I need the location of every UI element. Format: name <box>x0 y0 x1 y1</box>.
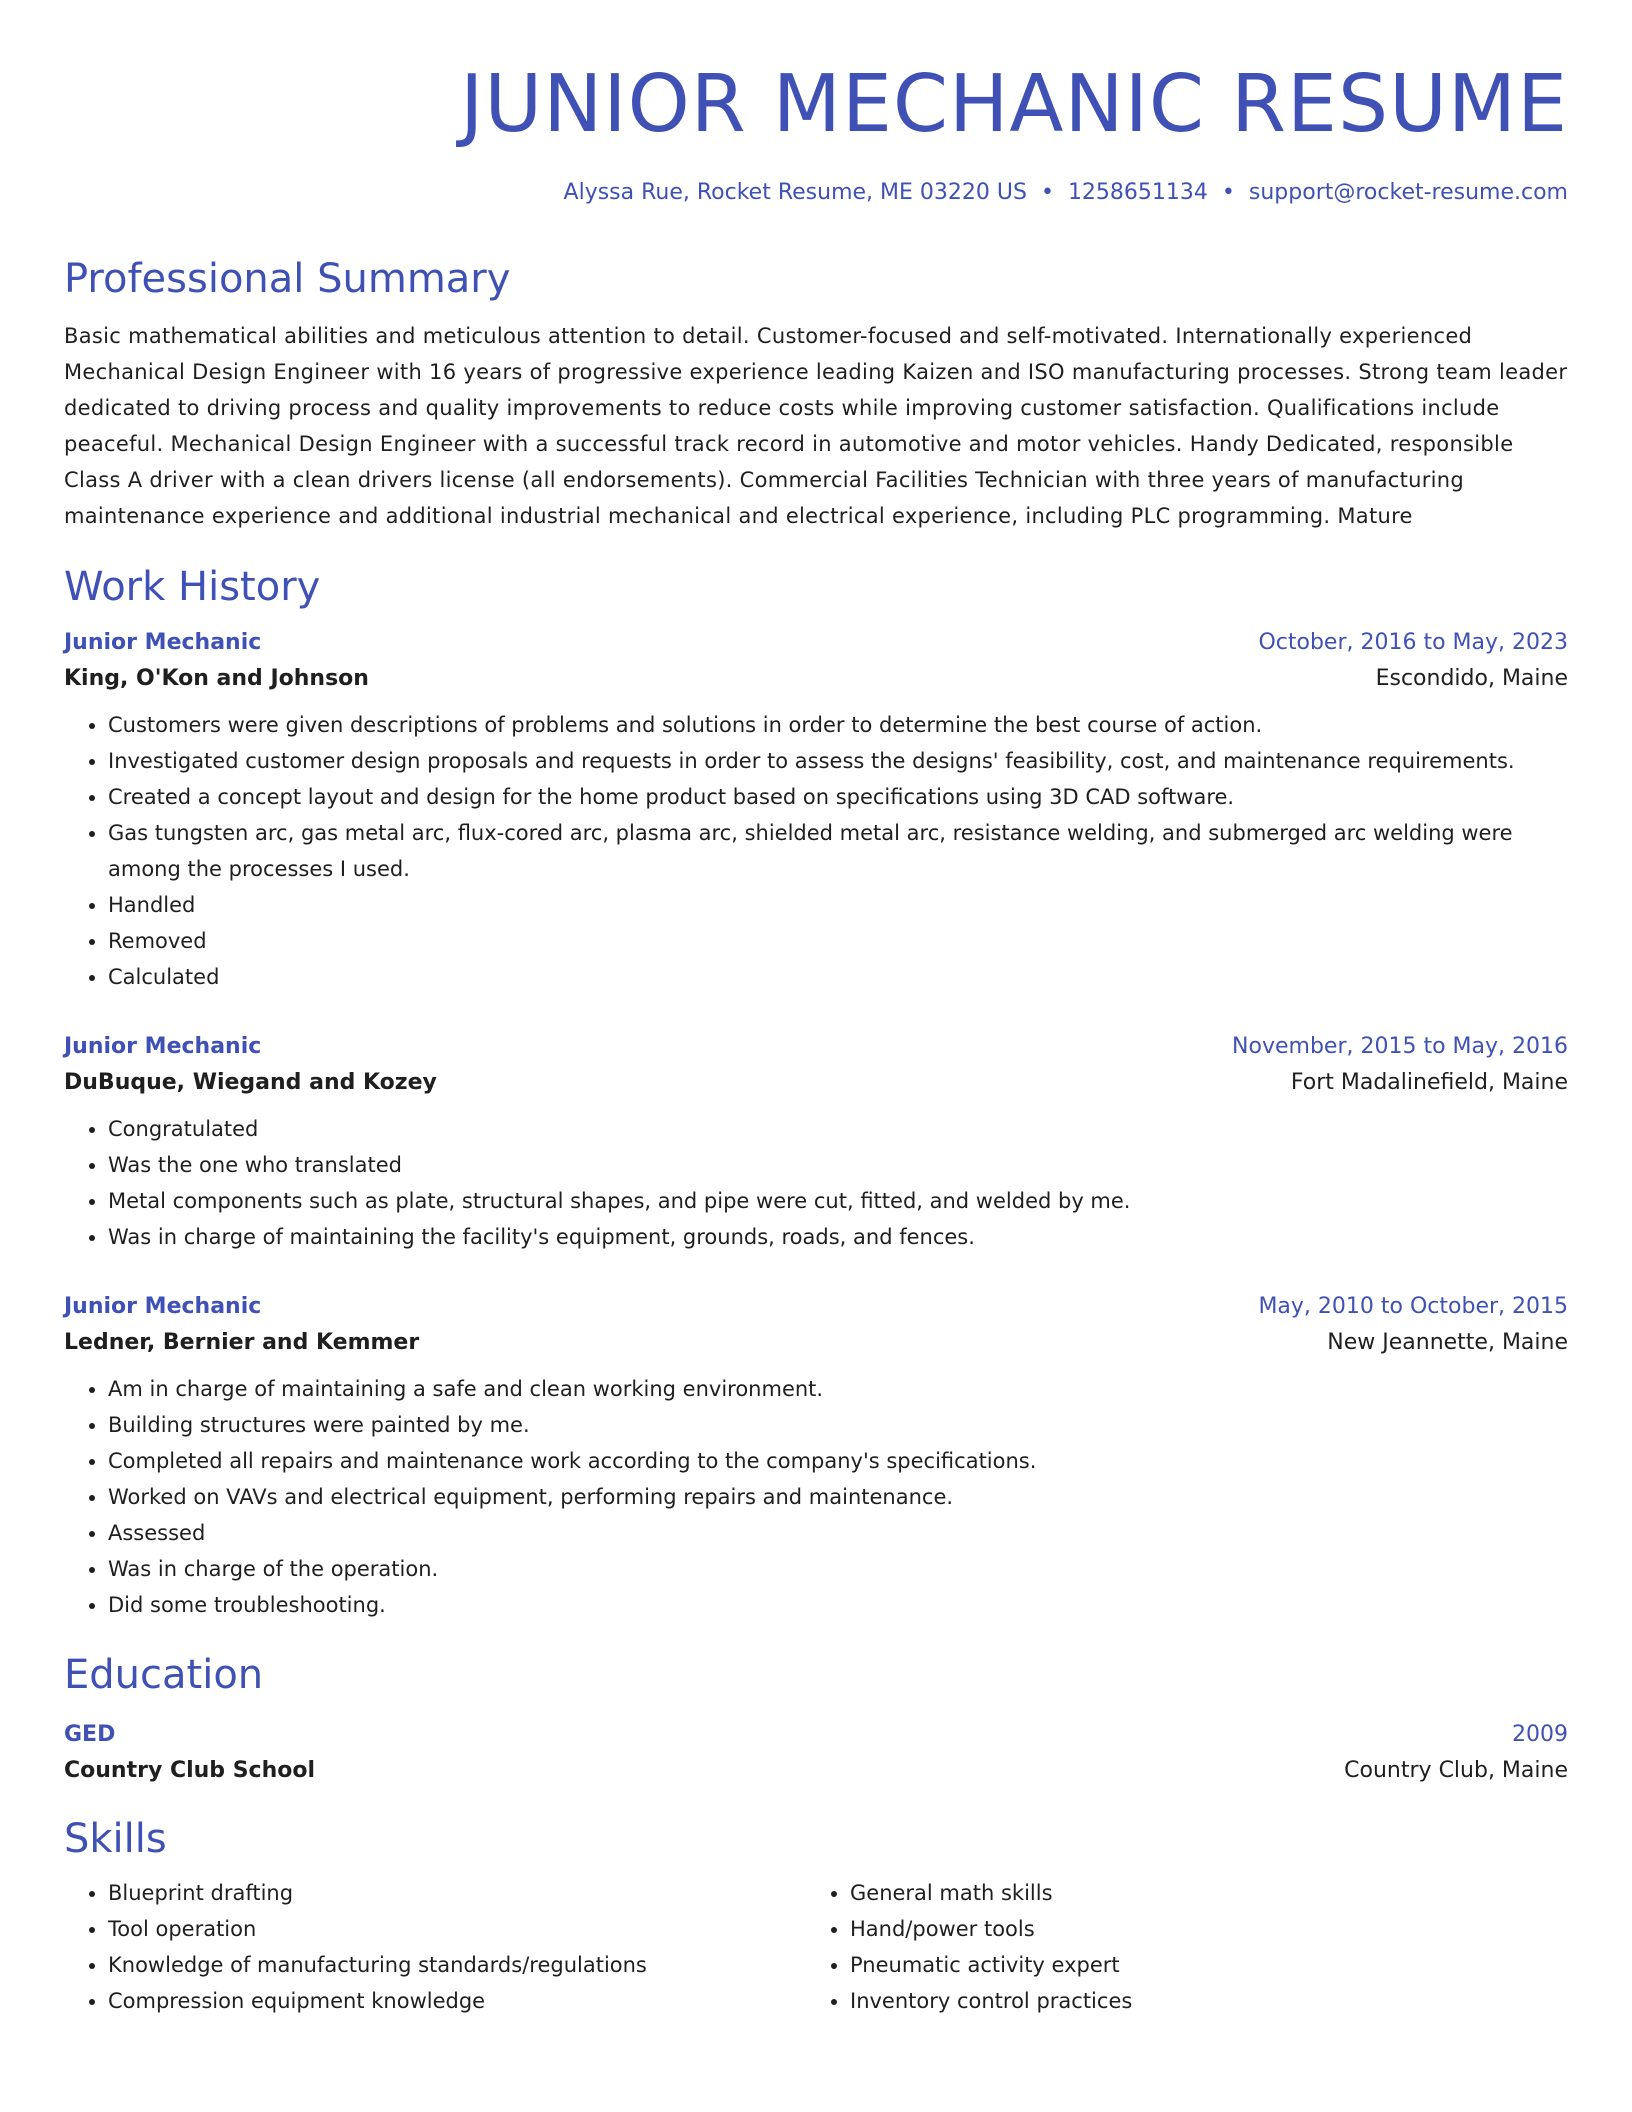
resume-page <box>64 0 1568 2019</box>
job-company: Ledner, Bernier and Kemmer <box>64 1330 420 1355</box>
job-duty: • Metal components such as plate, structural shapes, and pipe were cut, fitted, and welded by me. <box>108 1183 1568 1219</box>
job-duty: • Created a concept layout and design for the home product based on specifications using 3D CAD software. <box>108 779 1568 815</box>
skill-item: • Compression equipment knowledge <box>108 1983 806 2019</box>
contact-phone: 1258651134 <box>1067 180 1208 205</box>
contact-separator: • <box>1221 180 1235 205</box>
skill-item: • Pneumatic activity expert <box>850 1947 1548 1983</box>
job-entry <box>64 1031 1568 1255</box>
job-duty: • Investigated customer design proposals and requests in order to assess the designs' feasibility, cost, and maintenance requirements. <box>108 743 1568 779</box>
job-duty: • Gas tungsten arc, gas metal arc, flux-cored arc, plasma arc, shielded metal arc, resistance welding, and submerged arc welding were among the processes I used. <box>108 815 1568 887</box>
skills-columns <box>64 1875 1568 2019</box>
job-duty: • Was the one who translated <box>108 1147 1568 1183</box>
job-duty: • Removed <box>108 923 1568 959</box>
skill-item: • Hand/power tools <box>850 1911 1548 1947</box>
job-location: New Jeannette, Maine <box>1327 1330 1568 1355</box>
skill-item: • Tool operation <box>108 1911 806 1947</box>
job-role: Junior Mechanic <box>64 1294 262 1319</box>
professional-summary-heading: Professional Summary <box>64 256 511 302</box>
job-company: DuBuque, Wiegand and Kozey <box>64 1070 437 1095</box>
job-duty: • Building structures were painted by me. <box>108 1407 1568 1443</box>
job-duty: • Assessed <box>108 1515 1568 1551</box>
contact-line <box>64 178 1568 208</box>
job-duties-list <box>64 1111 1568 1255</box>
job-duties-list <box>64 1371 1568 1623</box>
education-entry <box>64 1719 1568 1791</box>
education-location: Country Club, Maine <box>1344 1758 1568 1783</box>
job-duty: • Completed all repairs and maintenance work according to the company's specifications. <box>108 1443 1568 1479</box>
education-degree: GED <box>64 1722 116 1747</box>
education-year: 2009 <box>1512 1722 1568 1747</box>
job-duty: • Did some troubleshooting. <box>108 1587 1568 1623</box>
skill-item: • Blueprint drafting <box>108 1875 806 1911</box>
job-role: Junior Mechanic <box>64 630 262 655</box>
job-dates: October, 2016 to May, 2023 <box>1258 630 1568 655</box>
job-location: Fort Madalinefield, Maine <box>1290 1070 1568 1095</box>
job-duty: • Was in charge of the operation. <box>108 1551 1568 1587</box>
job-entry <box>64 627 1568 995</box>
skill-item: • Inventory control practices <box>850 1983 1548 2019</box>
job-duty: • Calculated <box>108 959 1568 995</box>
job-duties-list <box>64 707 1568 995</box>
contact-email: support@rocket-resume.com <box>1248 180 1568 205</box>
skills-list-right <box>806 1875 1548 2019</box>
job-location: Escondido, Maine <box>1375 666 1568 691</box>
education-heading: Education <box>64 1652 264 1698</box>
skill-item: • Knowledge of manufacturing standards/regulations <box>108 1947 806 1983</box>
skills-heading: Skills <box>64 1816 167 1862</box>
resume-title: JUNIOR MECHANIC RESUME <box>460 58 1568 150</box>
job-dates: May, 2010 to October, 2015 <box>1258 1294 1568 1319</box>
job-duty: • Worked on VAVs and electrical equipment, performing repairs and maintenance. <box>108 1479 1568 1515</box>
job-duty: • Am in charge of maintaining a safe and clean working environment. <box>108 1371 1568 1407</box>
skill-item: • General math skills <box>850 1875 1548 1911</box>
work-history-heading: Work History <box>64 564 321 610</box>
education-school: Country Club School <box>64 1758 316 1783</box>
contact-address: Alyssa Rue, Rocket Resume, ME 03220 US <box>563 180 1027 205</box>
job-duty: • Was in charge of maintaining the facility's equipment, grounds, roads, and fences. <box>108 1219 1568 1255</box>
job-company: King, O'Kon and Johnson <box>64 666 369 691</box>
job-duty: • Handled <box>108 887 1568 923</box>
job-entry <box>64 1291 1568 1623</box>
skills-list-left <box>64 1875 806 2019</box>
job-dates: November, 2015 to May, 2016 <box>1232 1034 1568 1059</box>
job-role: Junior Mechanic <box>64 1034 262 1059</box>
contact-separator: • <box>1040 180 1054 205</box>
job-duty: • Customers were given descriptions of problems and solutions in order to determine the best course of action. <box>108 707 1568 743</box>
job-duty: • Congratulated <box>108 1111 1568 1147</box>
professional-summary-text: Basic mathematical abilities and meticulous attention to detail. Customer-focused and self-motivated. Internationally experienced Mechanical Design Engineer with 16 years of progressive experience leading Kaizen and ISO manufacturing processes. Strong team leader dedicated to driving process and quality improvements to reduce costs while improving customer satisfaction. Qualifications include peaceful. Mechanical Design Engineer with a successful track record in automotive and motor vehicles. Handy Dedicated, responsible Class A driver with a clean drivers license (all endorsements). Commercial Facilities Technician with three years of manufacturing maintenance experience and additional industrial mechanical and electrical experience, including PLC programming. Mature <box>64 324 1568 528</box>
